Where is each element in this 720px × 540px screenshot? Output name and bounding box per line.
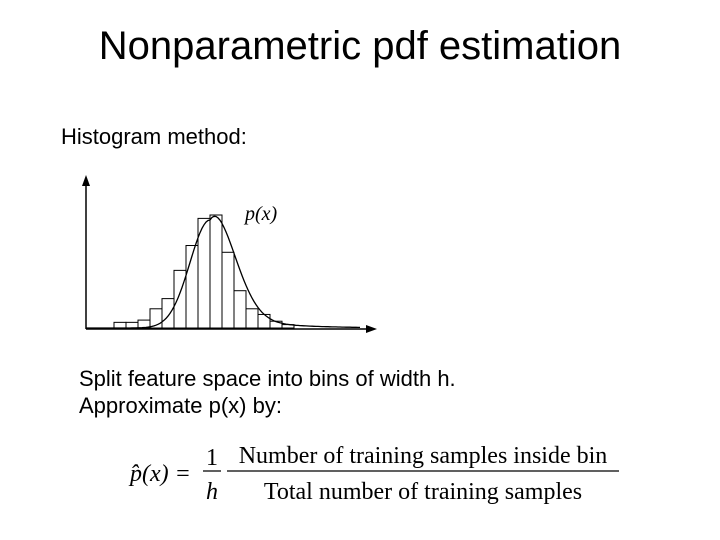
fraction-numerator: Number of training samples inside bin [238, 443, 608, 469]
formula-lhs: p̂(x) = [130, 461, 191, 487]
fraction-denominator: Total number of training samples [263, 479, 583, 505]
curve-label: p(x) [245, 203, 278, 225]
fraction-one-numerator: 1 [206, 445, 218, 471]
body-text-line-2: Approximate p(x) by: [79, 393, 282, 418]
fraction-one-denominator: h [206, 479, 218, 505]
body-text-line-1: Split feature space into bins of width h. [79, 366, 456, 391]
slide-title: Nonparametric pdf estimation [98, 24, 622, 68]
section-heading: Histogram method: [61, 124, 247, 149]
